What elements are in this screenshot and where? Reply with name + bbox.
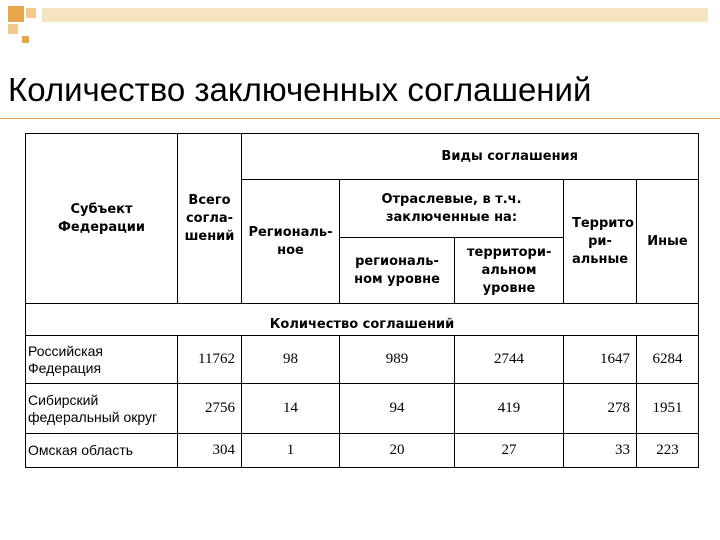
cell-other: 6284 [637, 336, 699, 384]
header-regional: Региональ-ное [242, 180, 340, 304]
header-total: Всего согла-шений [178, 134, 242, 304]
cell-sectoral-regional: 94 [340, 384, 455, 434]
table-row [26, 434, 699, 468]
cell-total: 2756 [178, 384, 242, 434]
cell-regional: 1 [242, 434, 340, 468]
header-territorial: Террито ри-альные [564, 180, 637, 304]
cell-other: 223 [637, 434, 699, 468]
cell-territorial: 1647 [564, 336, 637, 384]
header-sectoral-territorial: территори-альном уровне [455, 238, 564, 304]
cell-regional: 98 [242, 336, 340, 384]
header-band [42, 8, 708, 22]
decor-square-large [8, 6, 24, 22]
agreements-table [25, 133, 699, 468]
cell-sectoral-regional: 20 [340, 434, 455, 468]
header-sectoral-regional: региональ-ном уровне [340, 238, 455, 304]
cell-sectoral-territorial: 419 [455, 384, 564, 434]
header-sectoral: Отраслевые, в т.ч. заключенные на: [340, 180, 564, 238]
cell-territorial: 278 [564, 384, 637, 434]
cell-sectoral-territorial: 2744 [455, 336, 564, 384]
row-label: Российская Федерация [26, 336, 178, 384]
cell-other: 1951 [637, 384, 699, 434]
cell-total: 304 [178, 434, 242, 468]
cell-regional: 14 [242, 384, 340, 434]
cell-total: 11762 [178, 336, 242, 384]
title-divider [0, 118, 720, 119]
row-label: Омская область [26, 434, 178, 468]
page-title: Количество заключенных соглашений [8, 71, 592, 108]
header-count: Количество соглашений [26, 304, 699, 336]
table-row [26, 384, 699, 434]
header-types: Виды соглашения [242, 134, 699, 180]
row-label: Сибирский федеральный округ [26, 384, 178, 434]
decor-square-small-2 [8, 24, 18, 34]
table-row [26, 336, 699, 384]
decor-square-tiny [22, 36, 29, 43]
cell-sectoral-regional: 989 [340, 336, 455, 384]
decor-square-small [26, 8, 36, 18]
cell-sectoral-territorial: 27 [455, 434, 564, 468]
cell-territorial: 33 [564, 434, 637, 468]
header-subject: Субъект Федерации [26, 134, 178, 304]
header-other: Иные [637, 180, 699, 304]
